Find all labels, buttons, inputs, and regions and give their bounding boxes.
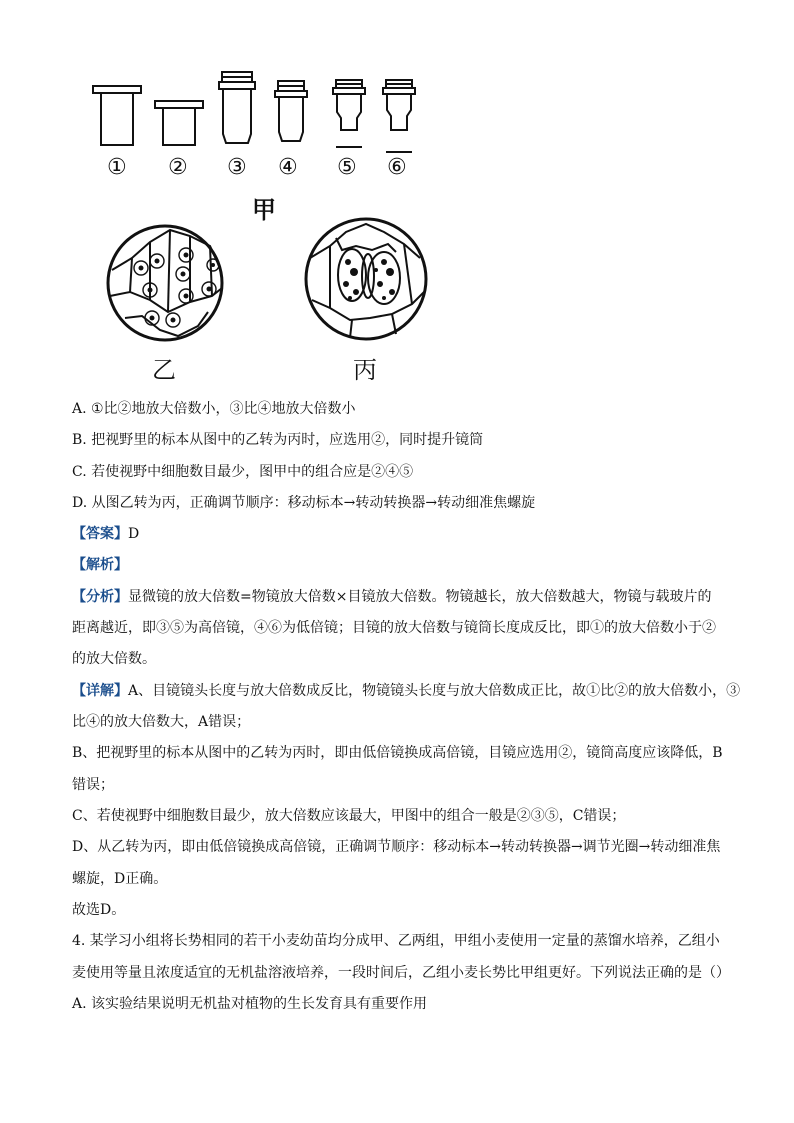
answer-label: 【答案】 — [72, 526, 128, 542]
xiangjie-line-5: C、若使视野中细胞数目最少，放大倍数应该最大，甲图中的组合一般是②③⑤，C错误； — [72, 808, 626, 824]
xiangjie-line-6: D、从乙转为丙，即由低倍镜换成高倍镜，正确调节顺序：移动标本→转动转换器→调节光圈→转动细准焦 — [72, 839, 721, 855]
q4-line-1: 4. 某学习小组将长势相同的若干小麦幼苗均分成甲、乙两组，甲组小麦使用一定量的蒸馏水培养，乙组小 — [72, 933, 720, 949]
answer-value: D — [128, 526, 140, 542]
option-a: A. ①比②地放大倍数小，③比④地放大倍数小 — [72, 401, 356, 417]
xiangjie-label: 【详解】 — [72, 683, 128, 699]
q4-line-2: 麦使用等量且浓度适宜的无机盐溶液培养，一段时间后，乙组小麦长势比甲组更好。下列说法正确的是（） — [72, 965, 730, 981]
fenxi-line-3: 的放大倍数。 — [72, 651, 156, 667]
fenxi-text-1: 显微镜的放大倍数=物镜放大倍数×目镜放大倍数。物镜越长，放大倍数越大，物镜与载玻片的 — [128, 589, 712, 605]
lens-number-5: ⑤ — [337, 155, 357, 180]
lens-number-4: ④ — [278, 155, 298, 180]
xiangjie-text-1: A、目镜镜头长度与放大倍数成反比，物镜镜头长度与放大倍数成正比，故①比②的放大倍数小，③ — [128, 683, 741, 699]
option-d: D. 从图乙转为丙，正确调节顺序：移动标本→转动转换器→转动细准焦螺旋 — [72, 495, 536, 511]
figure-label-yi: 乙 — [152, 356, 176, 384]
eyepiece-1-icon — [93, 86, 141, 145]
figure-label-bing: 丙 — [353, 356, 377, 384]
field-of-view-yi-icon — [108, 226, 222, 340]
jiexi-line — [72, 556, 128, 574]
lens-number-2: ② — [168, 155, 188, 180]
lens-drawings — [0, 0, 794, 380]
answer-line — [72, 525, 139, 543]
fenxi-line-1 — [72, 588, 711, 606]
lens-number-3: ③ — [227, 155, 247, 180]
field-of-view-bing-icon — [306, 219, 426, 339]
xiangjie-line-8: 故选D。 — [72, 902, 126, 918]
option-b: B. 把视野里的标本从图中的乙转为丙时，应选用②，同时提升镜筒 — [72, 432, 484, 448]
xiangjie-line-2: 比④的放大倍数大，A错误； — [72, 714, 251, 730]
lens-number-1: ① — [107, 155, 127, 180]
q4-option-a: A. 该实验结果说明无机盐对植物的生长发育具有重要作用 — [72, 996, 428, 1012]
objective-5-icon — [333, 80, 365, 147]
fenxi-label: 【分析】 — [72, 589, 128, 605]
fenxi-line-2: 距离越近，即③⑤为高倍镜，④⑥为低倍镜；目镜的放大倍数与镜筒长度成反比，即①的放大倍数小于② — [72, 620, 716, 636]
xiangjie-line-7: 螺旋，D正确。 — [72, 871, 168, 887]
option-c: C. 若使视野中细胞数目最少，图甲中的组合应是②④⑤ — [72, 464, 414, 480]
eyepiece-2-icon — [155, 101, 203, 145]
xiangjie-line-4: 错误； — [72, 777, 114, 793]
xiangjie-line-1 — [72, 682, 740, 700]
figure-label-jia: 甲 — [252, 196, 276, 224]
objective-4-icon — [275, 81, 307, 141]
objective-3-icon — [219, 72, 255, 143]
xiangjie-line-3: B、把视野里的标本从图中的乙转为丙时，即由低倍镜换成高倍镜，目镜应选用②，镜筒高度应该降低，B — [72, 745, 723, 761]
lens-number-6: ⑥ — [387, 155, 407, 180]
objective-6-icon — [383, 80, 415, 152]
jiexi-label: 【解析】 — [72, 557, 128, 573]
